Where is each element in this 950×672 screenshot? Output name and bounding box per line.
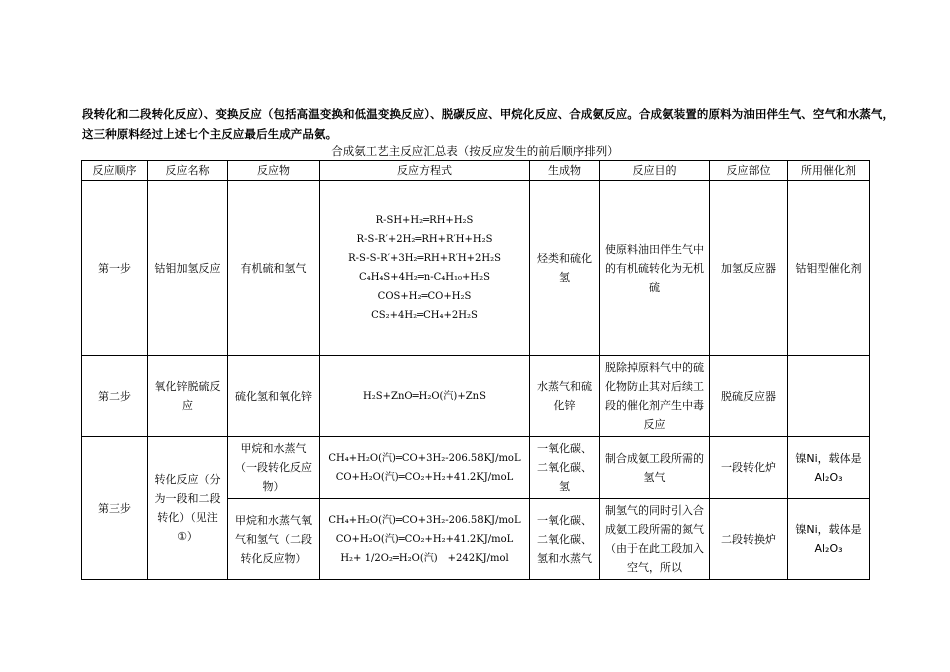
table-row-step2 xyxy=(82,356,870,437)
step2-equation: H₂S+ZnO═H₂O(汽)+ZnS xyxy=(320,356,530,437)
step2-catalyst xyxy=(788,356,870,437)
step3-sub2-catalyst: 镍Ni，载体是Al₂O₃ xyxy=(788,499,870,580)
step2-reactant: 硫化氢和氧化锌 xyxy=(228,356,320,437)
step3-order: 第三步 xyxy=(82,437,148,580)
step2-location: 脱硫反应器 xyxy=(710,356,788,437)
step3-name: 转化反应（分为一段和二段转化）（见注①） xyxy=(148,437,228,580)
header-name: 反应名称 xyxy=(148,161,228,181)
step1-equation-5: COS+H₂═CO+H₂S xyxy=(377,291,472,302)
step3-sub1-product: 一氧化碳、二氧化碳、氢 xyxy=(530,437,600,499)
step1-location: 加氢反应器 xyxy=(710,181,788,356)
step1-catalyst: 钴钼型催化剂 xyxy=(788,181,870,356)
step2-product: 水蒸气和硫化锌 xyxy=(530,356,600,437)
step3-sub2-purpose: 制氢气的同时引入合成氨工段所需的氮气（由于在此工段加入空气，所以 xyxy=(600,499,710,580)
header-equation: 反应方程式 xyxy=(320,161,530,181)
reaction-summary-table xyxy=(81,160,870,580)
table-title: 合成氨工艺主反应汇总表（按反应发生的前后顺序排列） xyxy=(331,144,619,158)
step2-name: 氧化锌脱硫反应 xyxy=(148,356,228,437)
header-purpose: 反应目的 xyxy=(600,161,710,181)
step1-order: 第一步 xyxy=(82,181,148,356)
step3-sub2-location: 二段转换炉 xyxy=(710,499,788,580)
step3-sub2-equation-3: H₂+ 1/2O₂═H₂O(汽) +242KJ/mol xyxy=(340,552,509,564)
step1-equation-6: CS₂+4H₂═CH₄+2H₂S xyxy=(371,310,478,321)
step1-product: 烃类和硫化氢 xyxy=(530,181,600,356)
step3-sub2-equation-2: CO+H₂O(汽)═CO₂+H₂+41.2KJ/moL xyxy=(335,533,514,545)
intro-paragraph xyxy=(82,104,895,144)
step3-sub2-reactant: 甲烷和水蒸气氧气和氢气（二段转化反应物） xyxy=(228,499,320,580)
table-row-step1 xyxy=(82,181,870,356)
step1-equations xyxy=(320,181,530,356)
intro-line-1: 段转化和二段转化反应）、变换反应（包括高温变换和低温变换反应）、脱碳反应、甲烷化反应、合成氨反应。合成氨装置的原料为油田伴生气、空气和水蒸气， xyxy=(82,107,895,121)
step1-purpose: 使原料油田伴生气中的有机硫转化为无机硫 xyxy=(600,181,710,356)
step1-equation-1: R-SH+H₂═RH+H₂S xyxy=(375,215,474,226)
step2-purpose: 脱除掉原料气中的硫化物防止其对后续工段的催化剂产生中毒反应 xyxy=(600,356,710,437)
step1-equation-2: R-S-R′+2H₂═RH+R′H+H₂S xyxy=(356,234,493,245)
step3-sub1-location: 一段转化炉 xyxy=(710,437,788,499)
step2-order: 第二步 xyxy=(82,356,148,437)
step3-sub1-purpose: 制合成氨工段所需的氢气 xyxy=(600,437,710,499)
step1-reactant: 有机硫和氢气 xyxy=(228,181,320,356)
header-catalyst: 所用催化剂 xyxy=(788,161,870,181)
header-location: 反应部位 xyxy=(710,161,788,181)
step3-sub1-catalyst: 镍Ni，载体是Al₂O₃ xyxy=(788,437,870,499)
step3-sub1-reactant: 甲烷和水蒸气（一段转化反应物） xyxy=(228,437,320,499)
intro-line-2: 这三种原料经过上述七个主反应最后生成产品氨。 xyxy=(82,127,338,141)
header-reactant: 反应物 xyxy=(228,161,320,181)
step3-sub2-equation-1: CH₄+H₂O(汽)═CO+3H₂-206.58KJ/moL xyxy=(328,514,521,526)
step1-equation-3: R-S-S-R′+3H₂═RH+R′H+2H₂S xyxy=(348,253,501,264)
table-row-step3-first xyxy=(82,437,870,499)
step3-sub2-equations xyxy=(320,499,530,580)
step3-sub2-product: 一氧化碳、二氧化碳、氢和水蒸气 xyxy=(530,499,600,580)
header-product: 生成物 xyxy=(530,161,600,181)
header-row xyxy=(82,161,870,181)
step3-sub1-equations xyxy=(320,437,530,499)
step3-sub1-equation-2: CO+H₂O(汽)═CO₂+H₂+41.2KJ/moL xyxy=(335,471,514,483)
step1-name: 钴钼加氢反应 xyxy=(148,181,228,356)
header-order: 反应顺序 xyxy=(82,161,148,181)
step1-equation-4: C₄H₄S+4H₂═n-C₄H₁₀+H₂S xyxy=(359,272,490,283)
step3-sub1-equation-1: CH₄+H₂O(汽)═CO+3H₂-206.58KJ/moL xyxy=(328,452,521,464)
